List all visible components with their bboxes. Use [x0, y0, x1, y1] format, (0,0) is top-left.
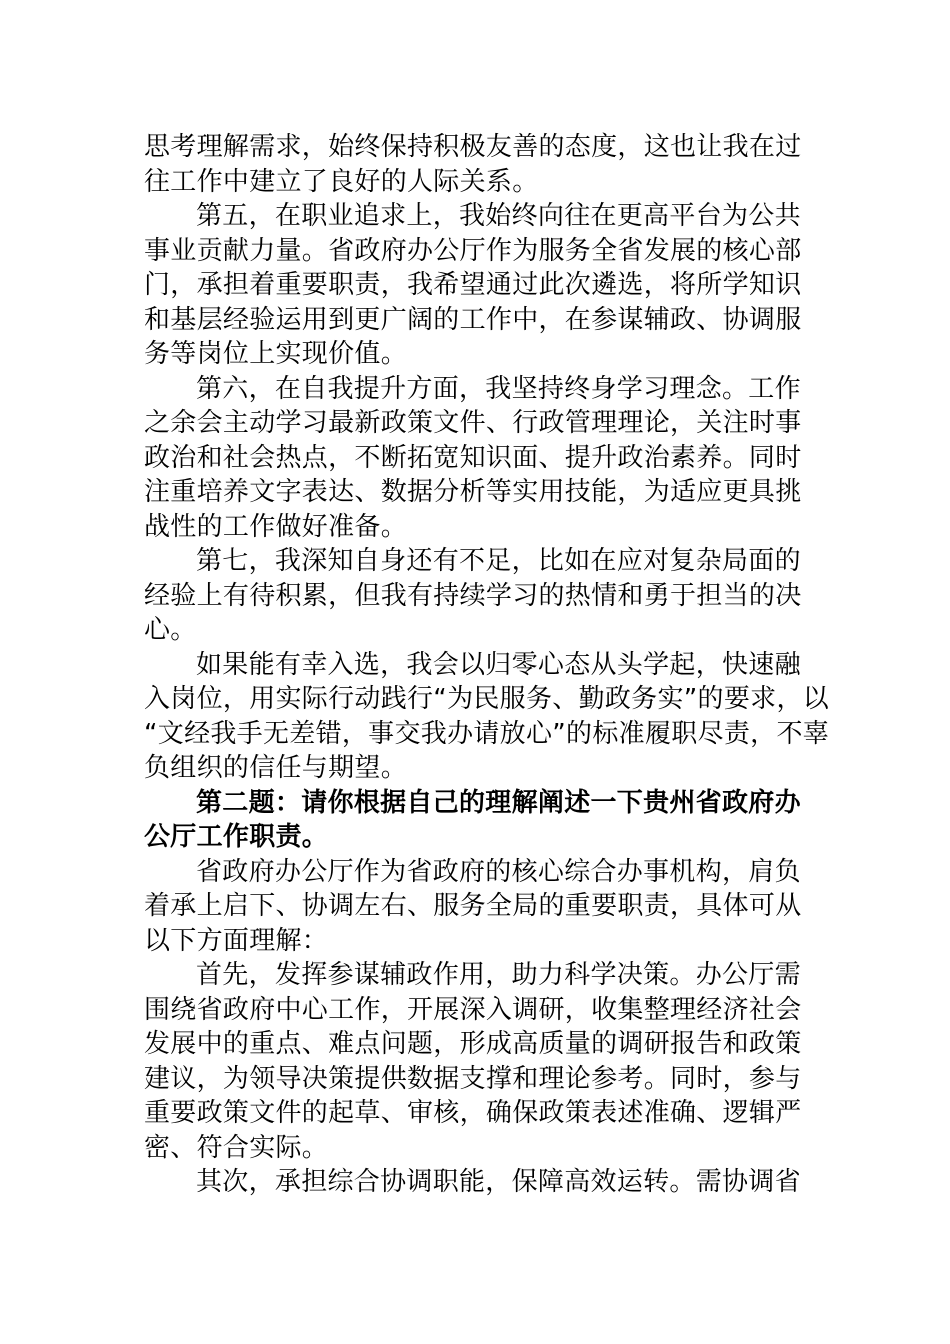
text-line: 第六，在自我提升方面，我坚持终身学习理念。工作	[196, 373, 801, 404]
text-line: 第七，我深知自身还有不足，比如在应对复杂局面的	[196, 546, 801, 576]
text-line: 思考理解需求，始终保持积极友善的态度，这也让我在过	[144, 132, 802, 162]
text-line: 往工作中建立了良好的人际关系。	[144, 166, 539, 197]
text-line: 之余会主动学习最新政策文件、行政管理理论，关注时事	[144, 408, 802, 438]
text-line: 第五，在职业追求上，我始终向往在更高平台为公共	[196, 201, 801, 231]
text-line: 门，承担着重要职责，我希望通过此次遴选，将所学知识	[144, 270, 802, 300]
text-line: 如果能有幸入选，我会以归零心态从头学起，快速融	[196, 649, 801, 680]
text-line: 重要政策文件的起草、审核，确保政策表述准确、逻辑严	[144, 1098, 802, 1128]
text-line: 省政府办公厅作为省政府的核心综合办事机构，肩负	[196, 856, 801, 887]
text-line: 政治和社会热点，不断拓宽知识面、提升政治素养。同时	[144, 442, 802, 473]
text-line: 着承上启下、协调左右、服务全局的重要职责，具体可从	[144, 891, 802, 921]
text-line: 密、符合实际。	[144, 1132, 329, 1163]
text-line: “文经我手无差错，事交我办请放心”的标准履职尽责，不辜	[144, 718, 830, 749]
text-line: 其次，承担综合协调职能，保障高效运转。需协调省	[196, 1167, 801, 1197]
text-line: 事业贡献力量。省政府办公厅作为服务全省发展的核心部	[144, 235, 802, 266]
question-heading-line: 第二题：请你根据自己的理解阐述一下贵州省政府办	[196, 787, 801, 818]
text-line: 以下方面理解：	[144, 925, 329, 956]
document-body	[144, 130, 830, 1200]
text-line: 经验上有待积累，但我有持续学习的热情和勇于担当的决	[144, 580, 802, 611]
text-line: 入岗位，用实际行动践行“为民服务、勤政务实”的要求，以	[144, 684, 830, 714]
text-line: 建议，为领导决策提供数据支撑和理论参考。同时，参与	[144, 1063, 802, 1094]
text-line: 发展中的重点、难点问题，形成高质量的调研报告和政策	[144, 1029, 802, 1059]
text-line: 心。	[144, 615, 197, 645]
text-line: 务等岗位上实现价值。	[144, 339, 408, 369]
text-line: 负组织的信任与期望。	[144, 753, 408, 783]
question-heading-line: 公厅工作职责。	[144, 822, 329, 852]
text-line: 首先，发挥参谋辅政作用，助力科学决策。办公厅需	[196, 960, 801, 990]
text-line: 围绕省政府中心工作，开展深入调研，收集整理经济社会	[144, 994, 802, 1025]
text-line: 注重培养文字表达、数据分析等实用技能，为适应更具挑	[144, 477, 802, 507]
text-line: 战性的工作做好准备。	[144, 511, 408, 542]
text-line: 和基层经验运用到更广阔的工作中，在参谋辅政、协调服	[144, 304, 802, 335]
